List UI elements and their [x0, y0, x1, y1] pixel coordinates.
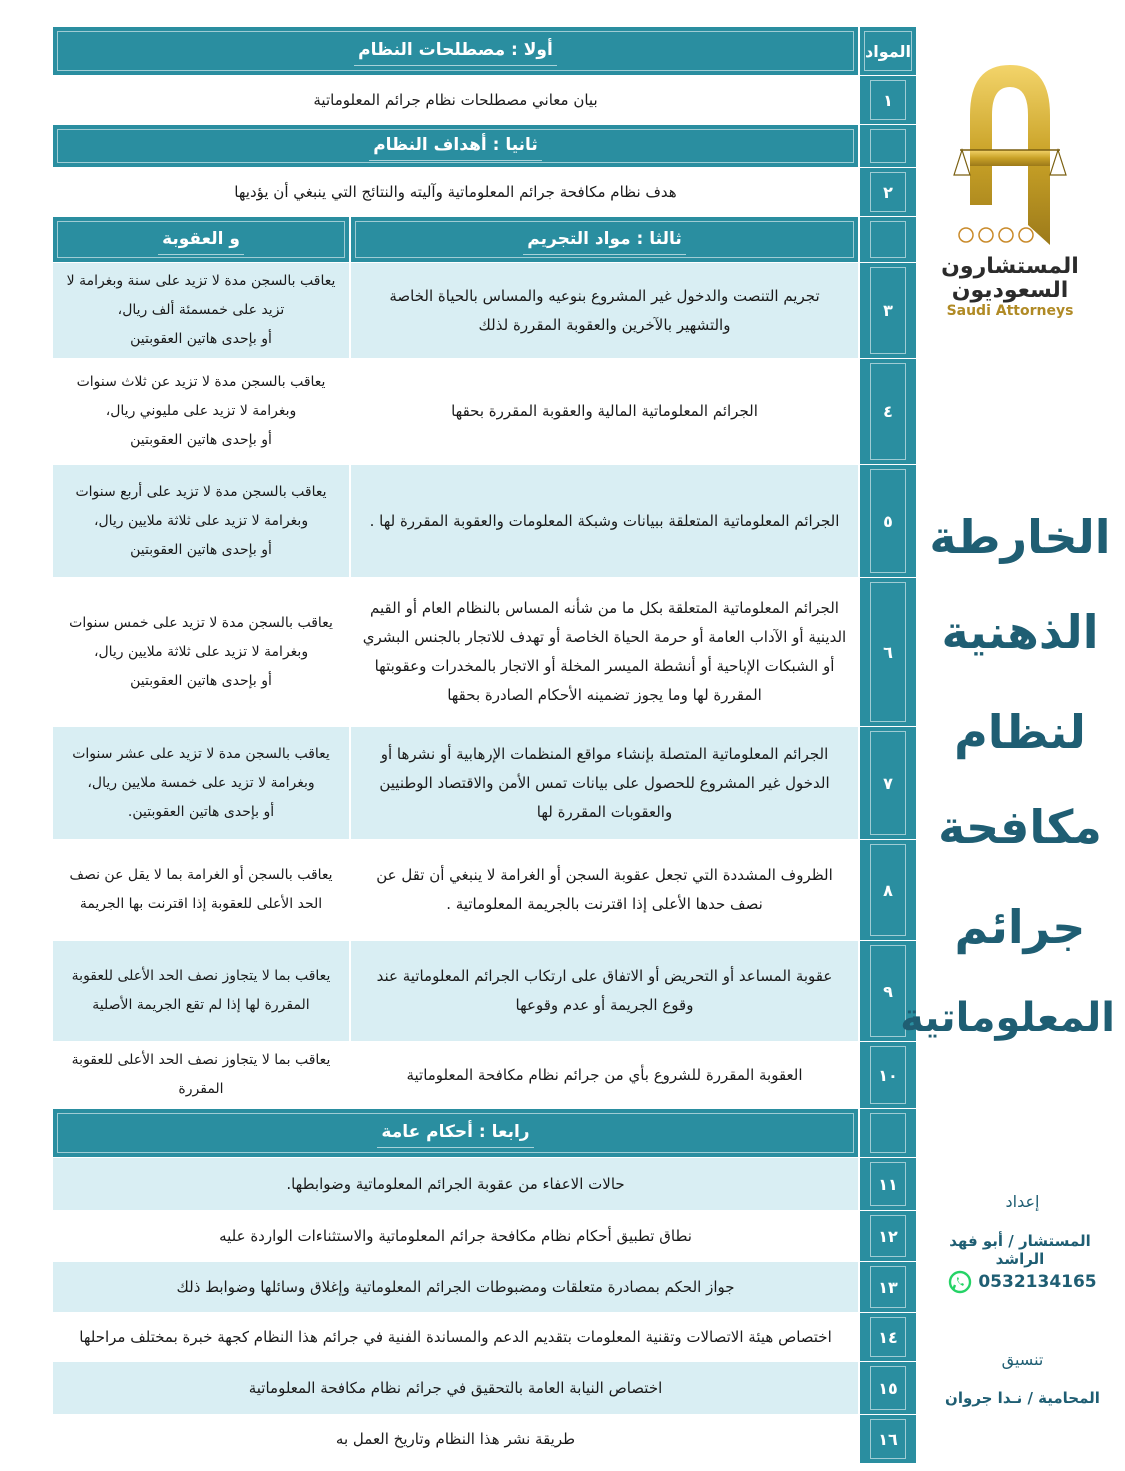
title-line-3: لنظام: [954, 705, 1086, 759]
row-8-text: [351, 840, 858, 940]
section-1-box: [57, 31, 854, 71]
row-12-text-label: نطاق تطبيق أحكام نظام مكافحة جرائم المعلوماتية والاستثناءات الواردة عليه: [219, 1226, 692, 1245]
row-4-penalty-label: يعاقب بالسجن مدة لا تزيد عن ثلاث سنوات وبغرامة لا تزيد على مليوني ريال، أو بإحدى هاتين العقوبتين: [76, 374, 326, 448]
section-2-number: [860, 125, 916, 167]
section-4-number-box: [870, 1113, 906, 1153]
section-2-label: ثانيا : أهداف النظام: [369, 131, 542, 161]
row-15-text-label: اختصاص النيابة العامة بالتحقيق في جرائم نظام مكافحة المعلوماتية: [248, 1378, 663, 1397]
row-6-number-box: [870, 582, 906, 722]
row-2-number-label: ٢: [883, 182, 893, 202]
row-5-penalty: [53, 465, 349, 577]
row-5-text-label: الجرائم المعلوماتية المتعلقة ببيانات وشبكة المعلومات والعقوبة المقررة لها .: [369, 511, 840, 530]
coord-label: تنسيق: [1001, 1350, 1044, 1369]
row-10-number-label: ١٠: [878, 1065, 898, 1085]
row-9-number-label: ٩: [883, 981, 893, 1001]
row-12-number: [860, 1211, 916, 1261]
row-14-text-label: اختصاص هيئة الاتصالات وتقنية المعلومات بتقديم الدعم والمساندة الفنية في جرائم هذا النظام كجهة خبرة بمختلف مراحلها: [79, 1327, 832, 1346]
row-5-text: [351, 465, 858, 577]
row-14-text: [53, 1313, 858, 1361]
header-articles-label: المواد: [865, 41, 911, 61]
row-9-penalty-label: يعاقب بما لا يتجاوز نصف الحد الأعلى للعقوبة المقررة لها إذا لم تقع الجريمة الأصلية: [71, 968, 331, 1013]
logo-emblem-icon: [940, 55, 1080, 255]
row-13-text-label: جواز الحكم بمصادرة متعلقات ومضبوطات الجرائم المعلوماتية وإغلاق وسائلها وضوابط ذلك: [176, 1277, 735, 1296]
row-7-penalty-label: يعاقب بالسجن مدة لا تزيد على عشر سنوات وبغرامة لا تزيد على خمسة ملايين ريال، أو بإحدى هاتين العقوبتين.: [72, 745, 330, 820]
row-10-text: [351, 1042, 858, 1108]
section-3-penalty-label: و العقوبة: [158, 225, 244, 255]
row-1-number: [860, 76, 916, 124]
row-16-number: [860, 1415, 916, 1463]
prepared-by: المستشار / أبو فهد الراشد: [949, 1232, 1091, 1268]
row-2-text: [53, 168, 858, 216]
row-11-number: [860, 1158, 916, 1210]
row-3-number-box: [870, 267, 906, 354]
row-7-penalty: [53, 727, 349, 839]
row-10-penalty-label: يعاقب بما لا يتجاوز نصف الحد الأعلى للعقوبة المقررة: [71, 1052, 331, 1097]
logo-text-ar-2: السعوديون: [951, 278, 1069, 303]
title-line-5: جرائم: [954, 900, 1086, 954]
row-5-penalty-label: يعاقب بالسجن مدة لا تزيد على أربع سنوات وبغرامة لا تزيد على ثلاثة ملايين ريال، أو بإحدى هاتين العقوبتين: [75, 483, 327, 558]
row-5-number-box: [870, 469, 906, 573]
row-8-penalty-label: يعاقب بالسجن أو الغرامة بما لا يقل عن نصف الحد الأعلى للعقوبة إذا اقترنت بها الجريمة: [69, 867, 333, 912]
row-11-number-label: ١١: [878, 1174, 898, 1194]
row-12-number-label: ١٢: [878, 1226, 898, 1246]
row-10-number-box: [870, 1046, 906, 1104]
header-articles: [860, 27, 916, 75]
row-15-text: [53, 1362, 858, 1414]
row-16-text: [53, 1415, 858, 1463]
title-line-6: المعلوماتية: [900, 995, 1115, 1041]
row-2-text-label: هدف نظام مكافحة جرائم المعلوماتية وآليته والنتائج التي ينبغي أن يؤديها: [234, 182, 677, 201]
row-9-text: [351, 941, 858, 1041]
section-4-number: [860, 1109, 916, 1157]
row-12-text: [53, 1211, 858, 1261]
row-13-number-label: ١٣: [878, 1277, 898, 1297]
row-6-number-label: ٦: [883, 642, 893, 662]
row-15-number-label: ١٥: [878, 1378, 898, 1398]
row-16-number-box: [870, 1419, 906, 1459]
section-3-penalty-title: [53, 217, 349, 262]
row-14-number: [860, 1313, 916, 1361]
row-6-number: [860, 578, 916, 726]
title-line-4: مكافحة: [938, 800, 1102, 854]
row-14-number-box: [870, 1317, 906, 1357]
row-12-number-box: [870, 1215, 906, 1257]
row-7-number-label: ٧: [883, 773, 893, 793]
row-4-penalty: [53, 359, 349, 464]
section-2-title: [53, 125, 858, 167]
row-13-text: [53, 1262, 858, 1312]
row-2-number: [860, 168, 916, 216]
row-6-text-label: الجرائم المعلوماتية المتعلقة بكل ما من شأنه المساس بالنظام العام أو القيم الدينية أو الآداب العامة أو حرمة الحياة الخاصة أو تهدف للاتجار بالجنس البشري أو الشبكات الإباحية أو أنشطة الميسر المخلة أو الاتجار بالمخدرات وعقوبتها المقررة لها وما يجوز تضمينه الأحكام الصادرة بحقها: [362, 599, 847, 704]
row-3-text: [351, 263, 858, 358]
row-3-text-label: تجريم التنصت والدخول غير المشروع بنوعيه والمساس بالحياة الخاصة والتشهير بالآخرين والعقوبة المقررة لذلك: [389, 286, 820, 334]
logo-text-ar-1: المستشارون: [941, 254, 1079, 279]
row-4-number-label: ٤: [883, 402, 893, 421]
section-2-number-box: [870, 129, 906, 163]
row-3-penalty-label: يعاقب بالسجن مدة لا تزيد على سنة وبغرامة لا تزيد على خمسمئة ألف ريال، أو بإحدى هاتين العقوبتين: [66, 273, 336, 347]
title-line-2: الذهنية: [941, 605, 1099, 659]
row-14-number-label: ١٤: [878, 1327, 898, 1347]
row-4-number-box: [870, 363, 906, 460]
whatsapp-icon: [948, 1270, 972, 1294]
row-10-penalty: [53, 1042, 349, 1108]
row-11-number-box: [870, 1162, 906, 1206]
row-6-text: [351, 578, 858, 726]
section-3-box: [355, 221, 854, 258]
row-8-number-label: ٨: [883, 880, 893, 900]
prepared-label: إعداد: [1005, 1192, 1040, 1211]
phone-row: [930, 1270, 1115, 1294]
row-9-penalty: [53, 941, 349, 1041]
section-4-label: رابعا : أحكام عامة: [377, 1118, 533, 1148]
section-1-title: [53, 27, 858, 75]
row-10-text-label: العقوبة المقررة للشروع بأي من جرائم نظام مكافحة المعلوماتية: [406, 1065, 803, 1084]
row-3-number: [860, 263, 916, 358]
row-4-text-label: الجرائم المعلوماتية المالية والعقوبة المقررة بحقها: [451, 402, 758, 420]
logo-text-en: Saudi Attorneys: [946, 303, 1074, 319]
row-1-number-label: ١: [883, 90, 893, 110]
row-5-number: [860, 465, 916, 577]
row-1-text-label: بيان معاني مصطلحات نظام جرائم المعلوماتية: [313, 90, 598, 109]
row-16-number-label: ١٦: [878, 1429, 898, 1449]
section-2-box: [57, 129, 854, 163]
section-4-box: [57, 1113, 854, 1153]
row-6-penalty-label: يعاقب بالسجن مدة لا تزيد على خمس سنوات وبغرامة لا تزيد على ثلاثة ملايين ريال، أو بإحدى هاتين العقوبتين: [69, 614, 333, 689]
row-8-number: [860, 840, 916, 940]
coord-by: المحامية / نـدا جروان: [945, 1389, 1100, 1407]
row-16-text-label: طريقة نشر هذا النظام وتاريخ العمل به: [335, 1429, 576, 1448]
row-4-text: [351, 359, 858, 464]
row-2-number-box: [870, 172, 906, 212]
section-3-label: ثالثا : مواد التجريم: [523, 225, 685, 255]
section-3-penalty-box: [57, 221, 345, 258]
row-3-penalty: [53, 263, 349, 358]
row-11-text-label: حالات الاعفاء من عقوبة الجرائم المعلوماتية وضوابطها.: [286, 1174, 625, 1193]
row-7-text-label: الجرائم المعلوماتية المتصلة بإنشاء مواقع المنظمات الإرهابية أو نشرها أو الدخول غير المشروع للحصول على بيانات تمس الأمن والاقتصاد الوطنيين والعقوبات المقررة لها: [379, 744, 830, 821]
header-articles-box: [864, 31, 912, 71]
row-1-number-box: [870, 80, 906, 120]
row-13-number-box: [870, 1266, 906, 1308]
row-13-number: [860, 1262, 916, 1312]
logo: [940, 55, 1080, 325]
row-1-text: [53, 76, 858, 124]
section-4-title: [53, 1109, 858, 1157]
row-5-number-label: ٥: [883, 511, 893, 531]
row-10-number: [860, 1042, 916, 1108]
row-8-text-label: الظروف المشددة التي تجعل عقوبة السجن أو الغرامة لا ينبغي أن تقل عن نصف حدها الأعلى إذا اقترنت بالجريمة المعلوماتية .: [376, 866, 833, 913]
section-3-number-box: [870, 221, 906, 258]
section-3-title: [351, 217, 858, 262]
row-4-number: [860, 359, 916, 464]
section-1-label: أولا : مصطلحات النظام: [354, 36, 557, 66]
section-3-number: [860, 217, 916, 262]
row-7-text: [351, 727, 858, 839]
row-6-penalty: [53, 578, 349, 726]
row-7-number: [860, 727, 916, 839]
title-line-1: الخارطة: [929, 510, 1111, 564]
row-7-number-box: [870, 731, 906, 835]
row-15-number: [860, 1362, 916, 1414]
row-8-penalty: [53, 840, 349, 940]
row-3-number-label: ٣: [883, 301, 893, 320]
row-9-text-label: عقوبة المساعد أو التحريض أو الاتفاق على ارتكاب الجرائم المعلوماتية عند وقوع الجريمة أو عدم وقوعها: [376, 967, 833, 1014]
row-8-number-box: [870, 844, 906, 936]
row-11-text: [53, 1158, 858, 1210]
phone-number[interactable]: 0532134165: [978, 1272, 1097, 1292]
row-15-number-box: [870, 1366, 906, 1410]
